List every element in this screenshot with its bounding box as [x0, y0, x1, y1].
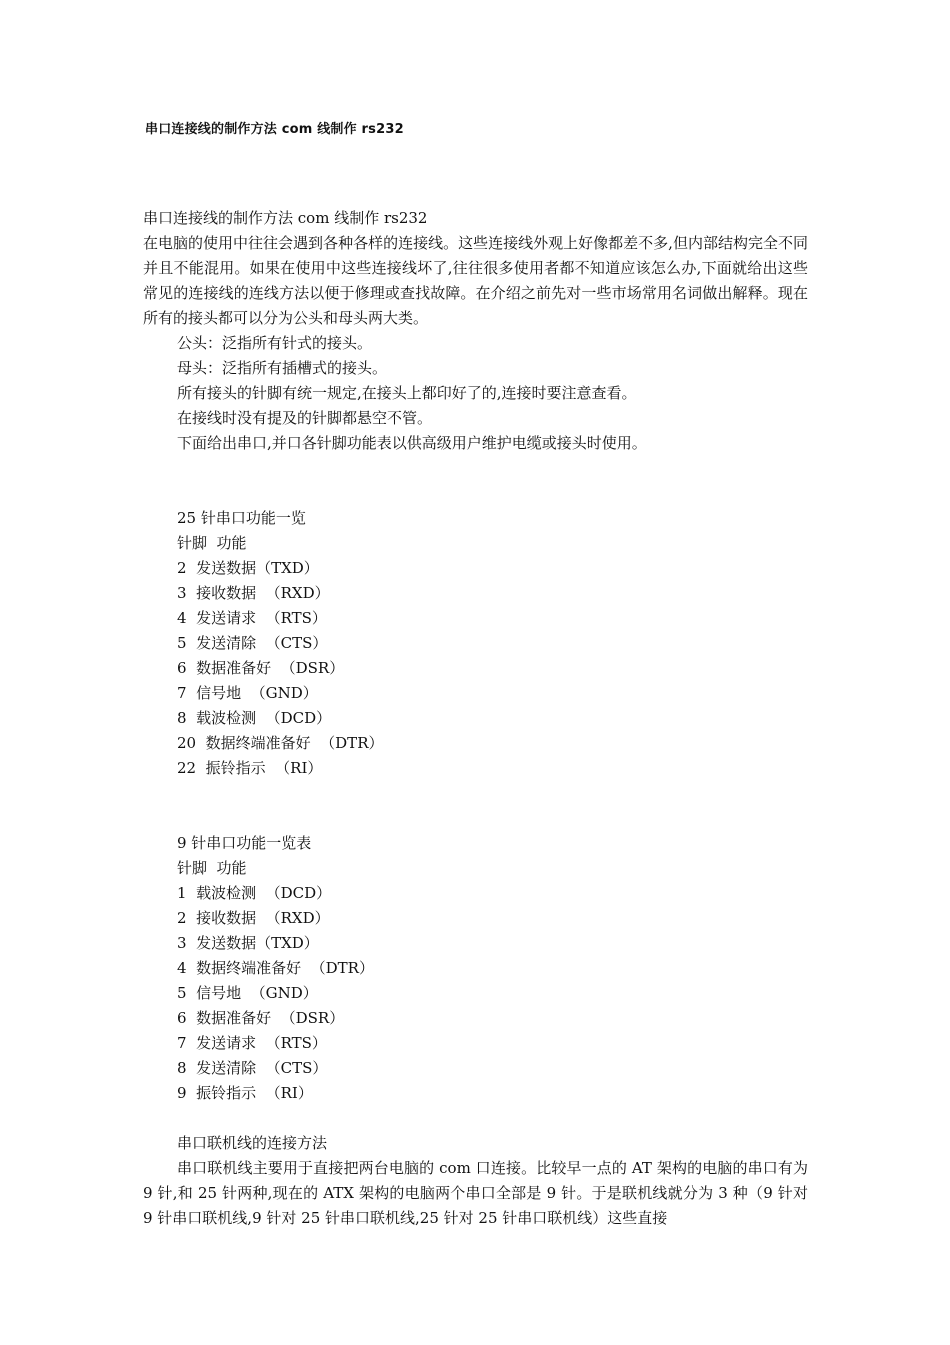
- section-2-paragraph: [143, 1156, 808, 1231]
- table-9-title: 9 针串口功能一览表: [177, 834, 312, 852]
- table-25-rows: [143, 556, 808, 781]
- table-row: 2 发送数据（TXD）: [177, 559, 319, 577]
- table-row: 8 载波检测 （DCD）: [177, 709, 332, 727]
- spacer: [143, 456, 808, 506]
- definition-female-connector: 母头：泛指所有插槽式的接头。: [177, 359, 388, 377]
- table-9-header: 针脚 功能: [177, 859, 247, 877]
- table-row: 4 数据终端准备好 （DTR）: [177, 959, 374, 977]
- table-row: 7 发送请求 （RTS）: [177, 1034, 327, 1052]
- table-25-title: 25 针串口功能一览: [177, 509, 306, 527]
- section-2-paragraph-text: 串口联机线主要用于直接把两台电脑的 com 口连接。比较早一点的 AT 架构的电脑的串口有为 9 针,和 25 针两种,现在的 ATX 架构的电脑两个串口全部是 9 针。于是联机线就分为 3 种（9 针对 9 针串口联机线,9 针对 25 针串口联机线,25 针对 25 针串口联机线）这些直接: [143, 1159, 808, 1227]
- table-row: 5 信号地 （GND）: [177, 984, 318, 1002]
- table-row: 1 载波检测 （DCD）: [177, 884, 332, 902]
- table-row: 7 信号地 （GND）: [177, 684, 318, 702]
- table-row: 5 发送清除 （CTS）: [177, 634, 328, 652]
- intro-paragraph: 在电脑的使用中往往会遇到各种各样的连接线。这些连接线外观上好像都差不多,但内部结构完全不同并且不能混用。如果在使用中这些连接线坏了,往往很多使用者都不知道应该怎么办,下面就给出这些常见的连接线的连线方法以便于修理或查找故障。在介绍之前先对一些市场常用名词做出解释。现在所有的接头都可以分为公头和母头两大类。: [143, 234, 808, 327]
- spacer: [143, 1106, 808, 1131]
- table-row: 2 接收数据 （RXD）: [177, 909, 330, 927]
- article-heading: 串口连接线的制作方法 com 线制作 rs232: [143, 209, 428, 227]
- table-row: 6 数据准备好 （DSR）: [177, 1009, 345, 1027]
- spacer: [143, 781, 808, 831]
- definition-pin-rule: 所有接头的针脚有统一规定,在接头上都印好了的,连接时要注意查看。: [177, 384, 637, 402]
- definition-table-intro: 下面给出串口,并口各针脚功能表以供高级用户维护电缆或接头时使用。: [177, 434, 647, 452]
- table-9-rows: [143, 881, 808, 1106]
- table-row: 22 振铃指示 （RI）: [177, 759, 323, 777]
- document-body: [143, 206, 808, 1231]
- table-row: 8 发送清除 （CTS）: [177, 1059, 328, 1077]
- table-row: 3 接收数据 （RXD）: [177, 584, 330, 602]
- definition-unused-pins: 在接线时没有提及的针脚都悬空不管。: [177, 409, 433, 427]
- document-top-title: 串口连接线的制作方法 com 线制作 rs232: [145, 122, 404, 137]
- table-row: 4 发送请求 （RTS）: [177, 609, 327, 627]
- table-row: 3 发送数据（TXD）: [177, 934, 319, 952]
- definition-male-connector: 公头：泛指所有针式的接头。: [177, 334, 373, 352]
- table-25-header: 针脚 功能: [177, 534, 247, 552]
- table-row: 9 振铃指示 （RI）: [177, 1084, 313, 1102]
- table-row: 6 数据准备好 （DSR）: [177, 659, 345, 677]
- table-row: 20 数据终端准备好 （DTR）: [177, 734, 384, 752]
- section-2-heading: 串口联机线的连接方法: [177, 1134, 328, 1152]
